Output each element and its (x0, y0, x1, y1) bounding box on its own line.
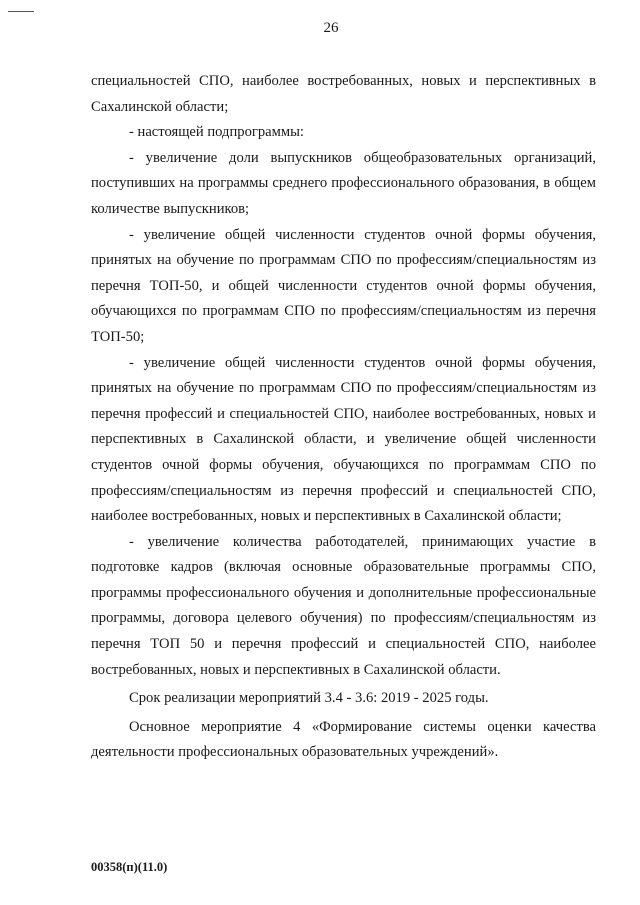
paragraph-subprogram-heading: - настоящей подпрограммы: (129, 124, 304, 141)
document-code: 00358(п)(11.0) (91, 860, 168, 874)
paragraph-employers: - увеличение количества работодателей, принимающих участие в подготовке кадров (включая основные образовательные программы СПО, программы профессионального обучения и дополнительные профессиональные программы, договора целевого обучения) по профессиям/специальностям из перечня ТОП 50 и перечня профессий и специальностей СПО, наиболее востребованных, новых и перспективных в Сахалинской области. (91, 533, 596, 678)
paragraph-continuation: специальностей СПО, наиболее востребованных, новых и перспективных в Сахалинской области; (91, 73, 596, 115)
scan-artifact-line (8, 11, 34, 12)
paragraph-timeline: Срок реализации мероприятий 3.4 - 3.6: 2019 - 2025 годы. (129, 690, 489, 707)
document-body (91, 69, 596, 766)
page-number: 26 (323, 20, 339, 36)
paragraph-top50-students: - увеличение общей численности студентов очной формы обучения, принятых на обучение по программам СПО по профессиям/специальностям из перечня ТОП-50, и общей численности студентов очной формы обучения, обучающихся по программам СПО по профессиям/специальностям из перечня ТОП-50; (91, 226, 596, 345)
paragraph-main-activity-4: Основное мероприятие 4 «Формирование системы оценки качества деятельности профессиональных образовательных учреждений». (91, 718, 596, 761)
paragraph-graduates-share: - увеличение доли выпускников общеобразовательных организаций, поступивших на программы среднего профессионального образования, в общем количестве выпускников; (91, 149, 596, 217)
paragraph-regional-students: - увеличение общей численности студентов очной формы обучения, принятых на обучение по программам СПО по профессиям/специальностям из перечня профессий и специальностей СПО, наиболее востребованных, новых и перспективных в Сахалинской области, и увеличение общей численности студентов очной формы обучения, обучающихся по программам СПО по профессиям/специальностям из перечня профессий и специальностей СПО, наиболее востребованных, новых и перспективных в Сахалинской области; (91, 354, 596, 525)
